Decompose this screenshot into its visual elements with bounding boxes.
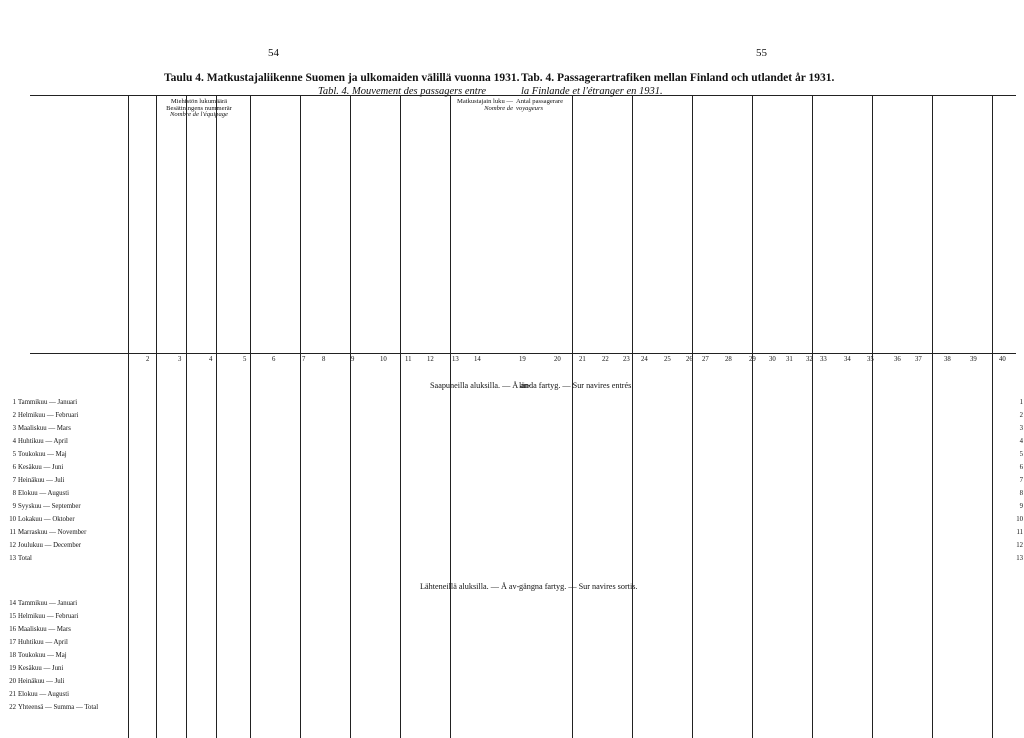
row-label: 19 Kesäkuu — Juni — [9, 665, 64, 672]
row-label: 21 Elokuu — Augusti — [9, 691, 69, 698]
row-number: 11 — [1016, 529, 1023, 536]
header-top-rule — [512, 95, 1016, 96]
column-rule — [692, 95, 693, 738]
row-label: 18 Toukokuu — Maj — [9, 652, 67, 659]
column-rule — [300, 95, 301, 738]
column-numbers-right: 19 20 21 22 23 24 25 26 27 28 29 30 31 32 33 34 35 36 37 38 39 40 — [519, 356, 1006, 363]
row-number: 9 — [1019, 503, 1023, 510]
row-label: 9 Syyskuu — September — [12, 503, 81, 510]
page-number-left: 54 — [268, 47, 279, 59]
column-rule — [992, 95, 993, 738]
row-number: 10 — [1016, 516, 1023, 523]
column-rule — [350, 95, 351, 738]
column-rule — [872, 95, 873, 738]
row-label: 22 Yhteensä — Summa — Total — [9, 704, 99, 711]
row-label: 1 Tammikuu — Januari — [12, 399, 78, 406]
column-rule — [400, 95, 401, 738]
column-rule — [632, 95, 633, 738]
row-label: 4 Huhtikuu — April — [12, 438, 68, 445]
row-label: 6 Kesäkuu — Juni — [12, 464, 64, 471]
column-rule — [216, 95, 217, 738]
column-rule — [752, 95, 753, 738]
passengers-header-left: Matkustajain luku — Nombre de — [456, 98, 513, 112]
column-rule — [450, 95, 451, 738]
column-rule — [128, 95, 129, 738]
left-page-title: Taulu 4. Matkustajaliikenne Suomen ja ulkomaiden välillä vuonna 1931. — [164, 72, 520, 84]
column-rule — [186, 95, 187, 738]
right-page-title: Tab. 4. Passagerartrafiken mellan Finland och utlandet år 1931. — [521, 72, 835, 84]
row-number: 12 — [1016, 542, 1023, 549]
row-number: 6 — [1019, 464, 1023, 471]
row-number: 1 — [1019, 399, 1023, 406]
row-label: 8 Elokuu — Augusti — [12, 490, 69, 497]
row-label: 3 Maaliskuu — Mars — [12, 425, 71, 432]
right-page-subtitle: la Finlande et l'étranger en 1931. — [521, 86, 663, 97]
row-number: 8 — [1019, 490, 1023, 497]
row-label: 5 Toukokuu — Maj — [12, 451, 67, 458]
section-outgoing-label-right: gängna fartyg. — Sur navires sortis. — [519, 582, 638, 591]
row-number: 4 — [1019, 438, 1023, 445]
header-bottom-rule — [30, 353, 512, 354]
column-rule — [250, 95, 251, 738]
row-label: 16 Maaliskuu — Mars — [9, 626, 71, 633]
section-incoming-label-left: Saapuneilla aluksilla. — Å an- — [430, 381, 531, 390]
column-rule — [812, 95, 813, 738]
page-number-right: 55 — [756, 47, 767, 59]
left-page-subtitle: Tabl. 4. Mouvement des passagers entre — [318, 86, 487, 97]
row-label: 7 Heinäkuu — Juli — [12, 477, 65, 484]
row-label: 15 Helmikuu — Februari — [9, 613, 79, 620]
column-rule — [932, 95, 933, 738]
row-number: 2 — [1019, 412, 1023, 419]
column-rule — [572, 95, 573, 738]
row-label: 14 Tammikuu — Januari — [9, 600, 78, 607]
row-label: 10 Lokakuu — Oktober — [9, 516, 75, 523]
crew-header: Miehistön lukumäärä Besättningens nummerär Nombre de l'équipage — [166, 98, 232, 119]
row-label: 2 Helmikuu — Februari — [12, 412, 79, 419]
row-label: 11 Marraskuu — November — [9, 529, 87, 536]
right-page — [512, 0, 1024, 724]
column-numbers-left: 2 3 4 5 6 7 8 9 10 11 12 13 14 — [146, 356, 481, 363]
row-number: 3 — [1019, 425, 1023, 432]
section-outgoing-label-left: Lähteneillä aluksilla. — Å av- — [420, 582, 520, 591]
row-label: 12 Joulukuu — December — [9, 542, 82, 549]
row-number: 13 — [1016, 555, 1023, 562]
header-top-rule — [30, 95, 512, 96]
section-incoming-label-right: ländа fartyg. — Sur navires entrés. — [519, 381, 634, 390]
row-number: 7 — [1019, 477, 1023, 484]
row-label: 13 Total — [9, 555, 32, 562]
passengers-header-right: Antal passagerare voyageurs — [516, 98, 564, 112]
row-label: 20 Heinäkuu — Juli — [9, 678, 65, 685]
header-bottom-rule — [512, 353, 1016, 354]
column-rule — [156, 95, 157, 738]
row-number: 5 — [1019, 451, 1023, 458]
row-label: 17 Huhtikuu — April — [9, 639, 68, 646]
